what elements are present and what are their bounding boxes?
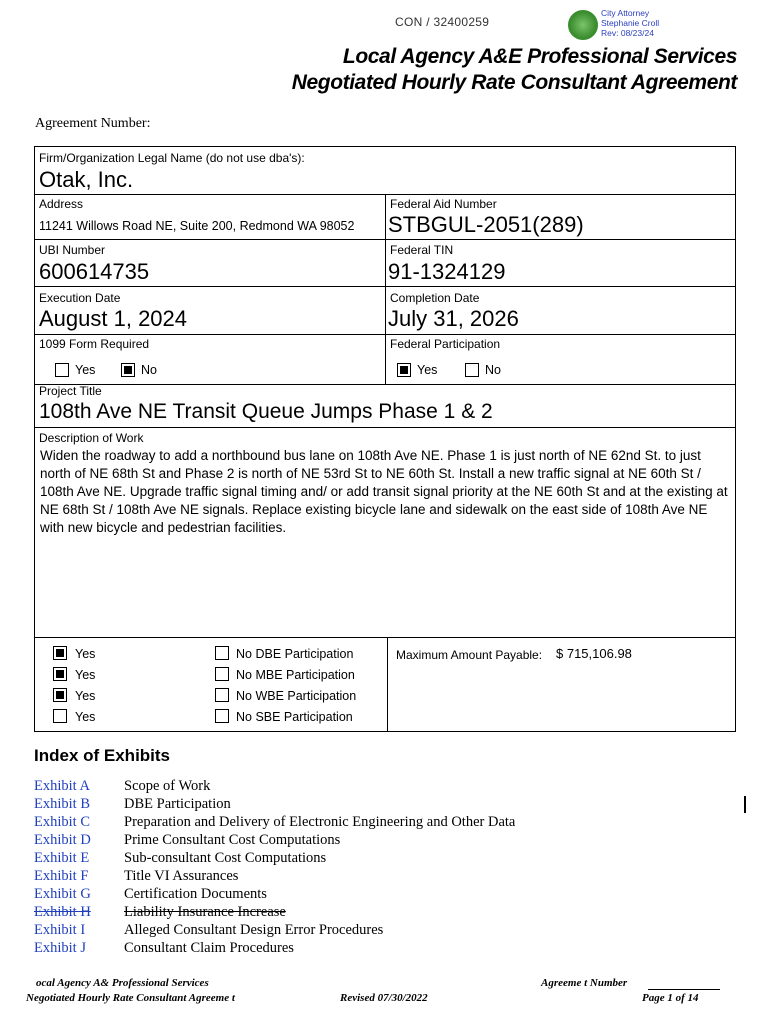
- footer-agreement-number-line: [648, 989, 720, 990]
- mbe-yes-checkbox[interactable]: [53, 667, 67, 681]
- footer-left-line-2: Negotiated Hourly Rate Consultant Agreeme t: [26, 992, 235, 1004]
- no-sbe-label: No SBE Participation: [236, 710, 353, 724]
- exhibit-name: Consultant Claim Procedures: [124, 940, 294, 956]
- form-1099-no-checkbox[interactable]: [121, 363, 135, 377]
- exhibit-link[interactable]: Exhibit D: [34, 832, 91, 848]
- description-value[interactable]: Widen the roadway to add a northbound bus lane on 108th Ave NE. Phase 1 is just north of NE 62nd St. to just north of NE 68th St and Phase 2 is north of NE 53rd St to NE 60th St. Install a new traffic signal at NE 60th St / 108th Ave NE. Upgrade traffic signal timing and/ or add transit signal priority at the NE 60th St and at the existing at NE 68th St / 108th Ave NE signals. Replace existing bicycle lane and sidewalk on the east side of 108th Ave NE with new bicycle and pedestrian facilities.: [40, 448, 728, 535]
- form-1099-yes-checkbox[interactable]: [55, 363, 69, 377]
- exhibit-link[interactable]: Exhibit E: [34, 850, 90, 866]
- city-attorney-stamp: [568, 8, 678, 42]
- exhibit-name: Preparation and Delivery of Electronic Engineering and Other Data: [124, 814, 516, 830]
- form-1099-label: 1099 Form Required: [39, 337, 150, 351]
- federal-participation-yes-label: Yes: [417, 363, 438, 377]
- stamp-line-1: City Attorney: [601, 8, 650, 18]
- exhibit-name: Title VI Assurances: [124, 868, 239, 884]
- execution-date-label: Execution Date: [39, 291, 121, 305]
- contract-number: CON / 32400259: [395, 15, 490, 29]
- federal-tin-value[interactable]: 91-1324129: [388, 259, 506, 284]
- ubi-label: UBI Number: [39, 243, 106, 257]
- no-wbe-checkbox[interactable]: [215, 688, 229, 702]
- exhibit-name: Scope of Work: [124, 778, 211, 794]
- project-title-value[interactable]: 108th Ave NE Transit Queue Jumps Phase 1 & 2: [39, 400, 493, 423]
- agreement-number-label: Agreement Number:: [35, 116, 151, 131]
- address-label: Address: [39, 197, 84, 211]
- no-wbe-label: No WBE Participation: [236, 689, 357, 703]
- footer-page-number: Page 1 of 14: [642, 992, 699, 1004]
- federal-aid-value[interactable]: STBGUL-2051(289): [388, 212, 584, 237]
- ubi-value[interactable]: 600614735: [39, 259, 150, 284]
- address-value[interactable]: 11241 Willows Road NE, Suite 200, Redmond WA 98052: [39, 219, 355, 233]
- form-1099-yes-label: Yes: [75, 363, 96, 377]
- exhibit-name: Sub-consultant Cost Computations: [124, 850, 327, 866]
- completion-date-label: Completion Date: [390, 291, 480, 305]
- no-dbe-label: No DBE Participation: [236, 647, 354, 661]
- wbe-yes-checkbox[interactable]: [53, 688, 67, 702]
- footer-agreement-number: Agreeme t Number: [541, 977, 628, 989]
- project-title-label: Project Title: [39, 384, 102, 398]
- exhibit-name: Prime Consultant Cost Computations: [124, 832, 341, 848]
- exhibit-link[interactable]: Exhibit A: [34, 778, 90, 794]
- stamp-line-3: Rev: 08/23/24: [601, 28, 654, 38]
- federal-aid-label: Federal Aid Number: [390, 197, 497, 211]
- federal-participation-no-label: No: [485, 363, 501, 377]
- exhibit-link[interactable]: Exhibit C: [34, 814, 90, 830]
- dbe-yes-label: Yes: [75, 647, 96, 661]
- form-1099-no-label: No: [141, 363, 157, 377]
- title-line-1: Local Agency A&E Professional Services: [342, 45, 737, 68]
- dbe-yes-checkbox[interactable]: [53, 646, 67, 660]
- footer-left-line-1: ocal Agency A& Professional Services: [36, 977, 209, 989]
- completion-date-value[interactable]: July 31, 2026: [388, 306, 519, 331]
- exhibit-name: Alleged Consultant Design Error Procedures: [124, 922, 384, 938]
- wbe-yes-label: Yes: [75, 689, 96, 703]
- mbe-yes-label: Yes: [75, 668, 96, 682]
- firm-name-value[interactable]: Otak, Inc.: [39, 167, 134, 192]
- exhibit-link[interactable]: Exhibit J: [34, 940, 86, 956]
- exhibit-link[interactable]: Exhibit B: [34, 796, 90, 812]
- exhibit-name: Liability Insurance Increase: [124, 904, 286, 920]
- city-seal-icon: [568, 10, 598, 40]
- firm-name-label: Firm/Organization Legal Name (do not use dba's):: [39, 151, 305, 165]
- sbe-yes-label: Yes: [75, 710, 96, 724]
- federal-participation-no-checkbox[interactable]: [465, 363, 479, 377]
- federal-participation-yes-checkbox[interactable]: [397, 363, 411, 377]
- no-dbe-checkbox[interactable]: [215, 646, 229, 660]
- text-cursor: [744, 796, 746, 813]
- no-mbe-checkbox[interactable]: [215, 667, 229, 681]
- description-label: Description of Work: [39, 431, 144, 445]
- exhibit-link[interactable]: Exhibit G: [34, 886, 91, 902]
- document-title: [292, 44, 737, 96]
- exhibit-link[interactable]: Exhibit I: [34, 922, 86, 938]
- exhibit-name: Certification Documents: [124, 886, 267, 902]
- no-mbe-label: No MBE Participation: [236, 668, 355, 682]
- exhibit-link[interactable]: Exhibit H: [34, 904, 91, 920]
- exhibit-name: DBE Participation: [124, 796, 231, 812]
- footer-revised: Revised 07/30/2022: [340, 992, 428, 1004]
- sbe-yes-checkbox[interactable]: [53, 709, 67, 723]
- agreement-form: [34, 146, 736, 732]
- exhibit-link[interactable]: Exhibit F: [34, 868, 89, 884]
- max-amount-value[interactable]: $ 715,106.98: [556, 646, 632, 661]
- no-sbe-checkbox[interactable]: [215, 709, 229, 723]
- federal-participation-label: Federal Participation: [390, 337, 501, 351]
- max-amount-label: Maximum Amount Payable:: [396, 648, 543, 662]
- title-line-2: Negotiated Hourly Rate Consultant Agreement: [291, 71, 737, 94]
- federal-tin-label: Federal TIN: [390, 243, 454, 257]
- execution-date-value[interactable]: August 1, 2024: [39, 306, 188, 331]
- stamp-line-2: Stephanie Croll: [601, 18, 660, 28]
- exhibits-heading: Index of Exhibits: [34, 746, 171, 765]
